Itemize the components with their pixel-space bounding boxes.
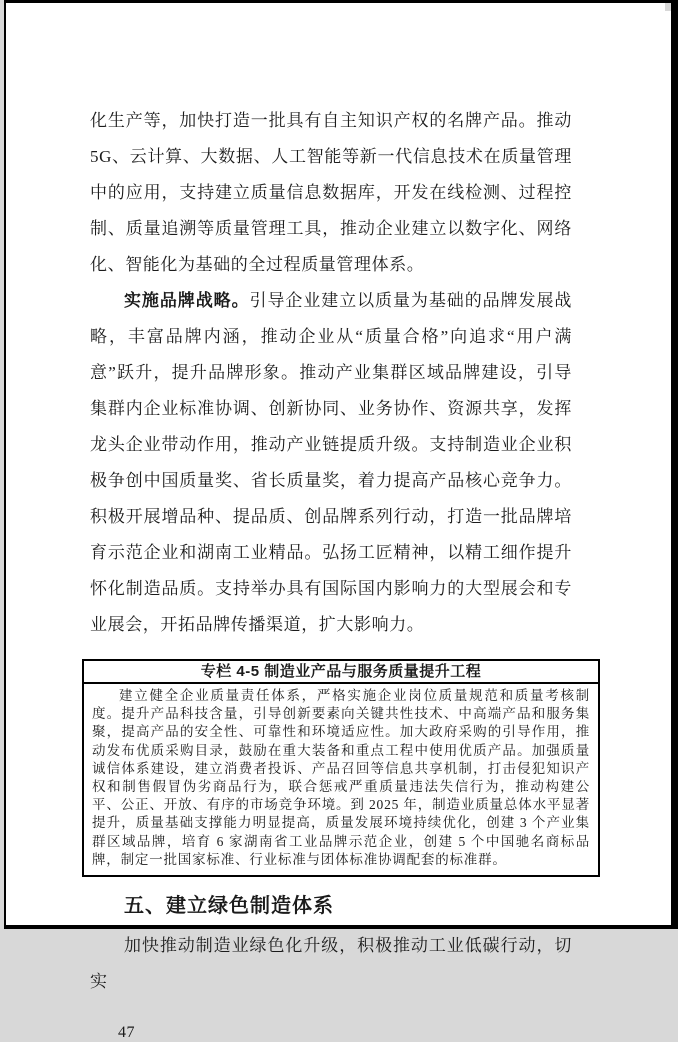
page-corner-notch — [665, 3, 671, 11]
paragraph-quality-management: 化生产等，加快打造一批具有自主知识产权的名牌产品。推动5G、云计算、大数据、人工智能等新一代信息技术在质量管理中的应用，支持建立质量信息数据库，开发在线检测、过程控制、质量追溯等质量管理工具，推动企业建立以数字化、网络化、智能化为基础的全过程质量管理体系。 — [90, 111, 572, 274]
section-heading-green-manufacturing: 五、建立绿色制造体系 — [124, 895, 334, 918]
page-content — [90, 3, 590, 1042]
callout-box-body: 建立健全企业质量责任体系，严格实施企业岗位质量规范和质量考核制度。提升产品科技含量，引导创新要素向关键共性技术、中高端产品和服务集聚，提高产品的安全性、可靠性和环境适应性。加大政府采购的引导作用，推动发布优质采购目录，鼓励在重大装备和重点工程中使用优质产品。加强质量诚信体系建设，建立消费者投诉、产品召回等信息共享机制，打击侵犯知识产权和制售假冒伪劣商品行为，联合惩戒严重质量违法失信行为，推动构建公平、公正、开放、有序的市场竞争环境。到 2025 年，制造业质量总体水平显著提升，质量基础支撑能力明显提高，质量发展环境持续优化，创建 3 个产业集群区域品牌，培育 6 家湖南省工业品牌示范企业，创建 5 个中国驰名商标品牌，制定一批国家标准、行业标准与团体标准协调配套的标准群。 — [92, 688, 590, 867]
paragraph-bold-lead: 实施品牌战略。 — [124, 291, 250, 310]
callout-box — [82, 659, 600, 877]
page-number: 47 — [118, 1024, 135, 1042]
callout-box-title: 专栏 4-5 制造业产品与服务质量提升工程 — [84, 661, 598, 684]
document-page — [4, 0, 678, 1042]
paragraph-brand-strategy-text: 引导企业建立以质量为基础的品牌发展战略，丰富品牌内涵，推动企业从“质量合格”向追求“用户满意”跃升，提升品牌形象。推动产业集群区域品牌建设，引导集群内企业标准协调、创新协同、业务协作、资源共享，发挥龙头企业带动作用，推动产业链提质升级。支持制造业企业积极争创中国质量奖、省长质量奖，着力提高产品核心竞争力。积极开展增品种、提品质、创品牌系列行动，打造一批品牌培育示范企业和湖南工业精品。弘扬工匠精神，以精工细作提升怀化制造品质。支持举办具有国际国内影响力的大型展会和专业展会，开拓品牌传播渠道，扩大影响力。 — [90, 291, 572, 634]
paragraph-brand-strategy — [90, 283, 572, 643]
paragraph-green-manufacturing: 加快推动制造业绿色化升级，积极推动工业低碳行动，切实 — [90, 936, 572, 992]
